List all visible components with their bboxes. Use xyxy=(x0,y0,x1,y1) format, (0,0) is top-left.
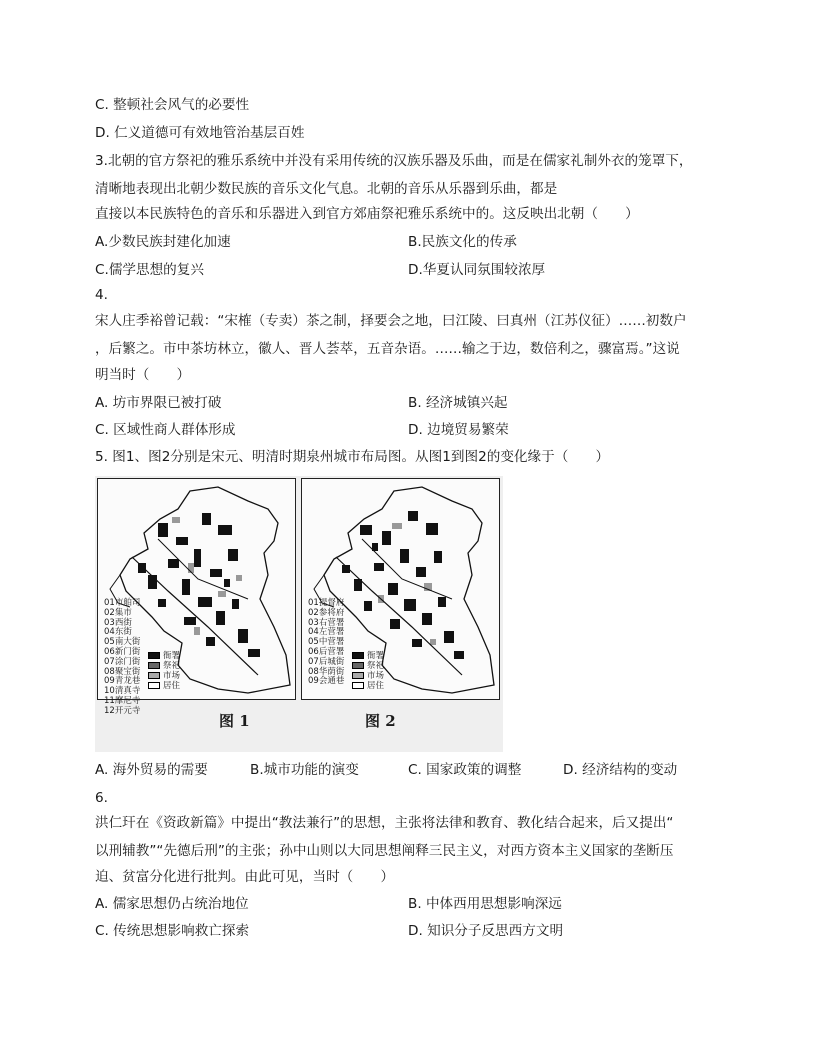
q4-stem-line1: 宋人庄季裕曾记载：“宋榷（专卖）茶之制，择要会之地，曰江陵、曰真州（江苏仪征）……初数户 xyxy=(95,313,687,329)
q3-option-a: A.少数民族封建化加速 xyxy=(95,234,231,250)
q5-option-b: B.城市功能的演变 xyxy=(250,762,359,778)
key-item xyxy=(148,681,180,691)
map1-legend-item: 07涂门街 xyxy=(104,656,141,667)
q3-stem-line2: 清晰地表现出北朝少数民族的音乐文化气息。北朝的音乐从乐器到乐曲，都是 xyxy=(95,181,558,197)
q3-option-c: C.儒学思想的复兴 xyxy=(95,262,204,278)
key-label: 衙署 xyxy=(163,651,181,661)
key-item xyxy=(148,671,180,681)
q6-stem-line2: 以刑辅教”“先德后刑”的主张；孙中山则以大同思想阐释三民主义，对西方资本主义国家的垄断压 xyxy=(95,843,674,859)
key-label: 市场 xyxy=(163,671,181,681)
map2-legend-item: 03右营署 xyxy=(308,617,345,628)
map1-legend-item: 10清真寺 xyxy=(104,686,141,697)
option-d-prev: D. 仁义道德可有效地管治基层百姓 xyxy=(95,125,305,141)
q6-option-d: D. 知识分子反思西方文明 xyxy=(408,923,564,939)
figure-2-caption: 图 2 xyxy=(365,712,396,730)
map1-key xyxy=(148,651,180,691)
map2-legend-item: 04左营署 xyxy=(308,627,345,638)
map-figure-2 xyxy=(301,478,500,700)
key-label: 衙署 xyxy=(367,651,385,661)
q4-number: 4. xyxy=(95,287,108,303)
key-label: 市场 xyxy=(367,671,385,681)
q4-stem-line2: ，后繁之。市中茶坊林立，徽人、晋人荟萃，五音杂语。……输之于边，数倍利之，骤富焉。”这说 xyxy=(95,341,680,357)
map2-legend-item: 08华荫街 xyxy=(308,666,345,677)
key-item xyxy=(352,661,384,671)
map2-legend xyxy=(308,599,344,687)
key-item xyxy=(148,651,180,661)
option-c-prev: C. 整顿社会风气的必要性 xyxy=(95,97,250,113)
key-label: 祭祀 xyxy=(367,661,385,671)
q4-option-a: A. 坊市界限已被打破 xyxy=(95,395,222,411)
map1-legend-item: 08聚宝街 xyxy=(104,666,141,677)
q6-stem-line3: 迫、贫富分化进行批判。由此可见，当时（ ） xyxy=(95,869,395,885)
map1-legend-item: 11摩尼寺 xyxy=(104,695,141,706)
map-figure-1 xyxy=(97,478,296,716)
q6-stem-line1: 洪仁玕在《资政新篇》中提出“教法兼行”的思想，主张将法律和教育、教化结合起来，后又提出“ xyxy=(95,815,674,831)
q6-option-b: B. 中体西用思想影响深远 xyxy=(408,896,562,912)
q4-option-c: C. 区域性商人群体形成 xyxy=(95,422,236,438)
key-item xyxy=(352,671,384,681)
q6-option-a: A. 儒家思想仍占统治地位 xyxy=(95,896,249,912)
key-label: 居住 xyxy=(367,681,385,691)
map2-legend-item: 05中营署 xyxy=(308,637,345,648)
figure-1-caption: 图 1 xyxy=(219,712,250,730)
key-label: 居住 xyxy=(163,681,181,691)
map2-legend-item: 07后城街 xyxy=(308,656,345,667)
q6-option-c: C. 传统思想影响救亡探索 xyxy=(95,923,250,939)
map1-legend-item: 06新门街 xyxy=(104,646,141,657)
q3-option-d: D.华夏认同氛围较浓厚 xyxy=(408,262,546,278)
map2-legend-item: 02参将府 xyxy=(308,607,345,618)
map1-legend-item: 12开元寺 xyxy=(104,705,141,716)
q5-option-d: D. 经济结构的变动 xyxy=(563,762,678,778)
map1-legend-item: 02集市 xyxy=(104,607,132,618)
q3-stem-line1: 3.北朝的官方祭祀的雅乐系统中并没有采用传统的汉族乐器及乐曲，而是在儒家礼制外衣的笼罩下， xyxy=(95,153,693,169)
q6-number: 6. xyxy=(95,790,108,806)
map1-legend-item: 03西街 xyxy=(104,617,132,628)
key-item xyxy=(148,661,180,671)
map2-key xyxy=(352,651,384,691)
q5-stem: 5. 图1、图2分别是宋元、明清时期泉州城市布局图。从图1到图2的变化缘于（ ） xyxy=(95,449,610,465)
q5-option-c: C. 国家政策的调整 xyxy=(408,762,522,778)
q4-stem-line3: 明当时（ ） xyxy=(95,367,191,383)
key-item xyxy=(352,681,384,691)
map1-legend-item: 01市舶司 xyxy=(104,598,141,608)
key-item xyxy=(352,651,384,661)
q3-option-b: B.民族文化的传承 xyxy=(408,234,517,250)
map1-legend-item: 05南大街 xyxy=(104,637,141,648)
q4-option-d: D. 边境贸易繁荣 xyxy=(408,422,509,438)
q3-stem-line3: 直接以本民族特色的音乐和乐器进入到官方郊庙祭祀雅乐系统中的。这反映出北朝（ ） xyxy=(95,206,639,222)
q4-option-b: B. 经济城镇兴起 xyxy=(408,395,508,411)
map1-legend-item: 09青龙巷 xyxy=(104,676,141,687)
map2-legend-item: 06后营署 xyxy=(308,646,345,657)
quanzhou-city-maps-figure xyxy=(95,476,503,752)
map2-legend-item: 01提督府 xyxy=(308,598,345,608)
map1-legend xyxy=(104,599,140,717)
key-label: 祭祀 xyxy=(163,661,181,671)
q5-option-a: A. 海外贸易的需要 xyxy=(95,762,208,778)
map2-legend-item: 09会通巷 xyxy=(308,676,345,687)
map1-legend-item: 04东街 xyxy=(104,627,132,638)
